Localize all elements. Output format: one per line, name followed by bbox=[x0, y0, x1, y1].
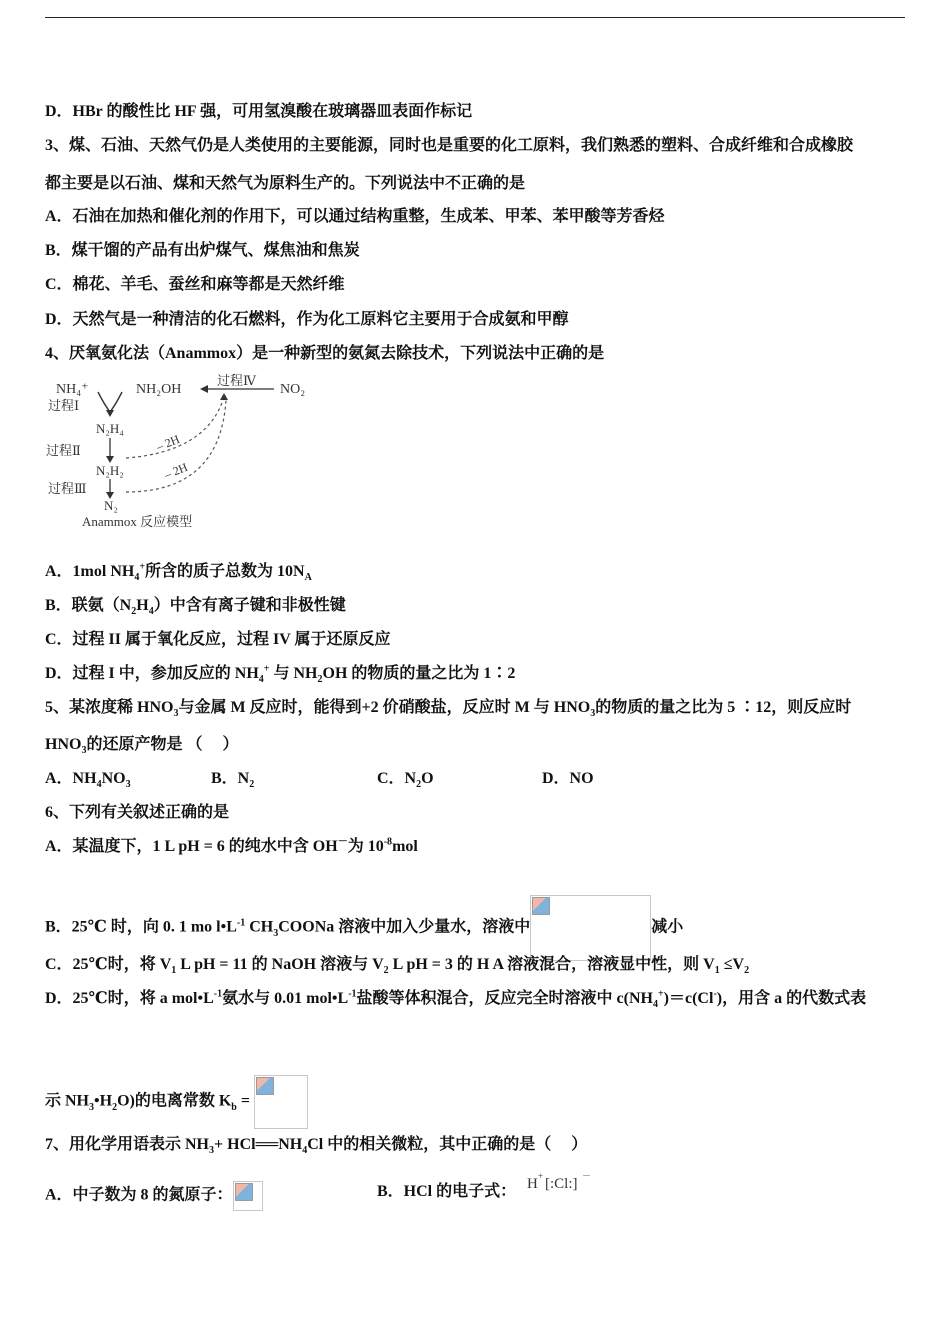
q4-option-a: A．1mol $NH_4^+$所含的质子总数为 $10N_A$ bbox=[45, 561, 312, 584]
diagram-process-1: 过程Ⅰ bbox=[48, 398, 80, 413]
electron-formula-h-charge: + bbox=[538, 1171, 544, 1181]
diagram-process-2: 过程Ⅱ bbox=[46, 443, 81, 458]
diagram-n2h4: N₂H₄ bbox=[96, 421, 124, 436]
broken-image-icon bbox=[235, 1183, 253, 1201]
q3-option-b: B．煤干馏的产品有出炉煤气、煤焦油和焦炭 bbox=[45, 242, 360, 259]
top-rule bbox=[45, 17, 905, 18]
q3-stem-line1: 3、煤、石油、天然气仍是人类使用的主要能源，同时也是重要的化工原料，我们熟悉的塑料、合成纤维和合成橡胶 bbox=[45, 137, 854, 154]
arrowhead-process-2 bbox=[106, 456, 114, 463]
q5-option-a: A．$NH_4NO_3$ bbox=[45, 770, 131, 791]
diagram-minus-2h-1: – 2H bbox=[154, 431, 182, 454]
q2-option-d: D．HBr 的酸性比 HF 强，可用氢溴酸在玻璃器皿表面作标记 bbox=[45, 103, 473, 120]
q3-option-d: D．天然气是一种清洁的化石燃料，作为化工原料它主要用于合成氨和甲醇 bbox=[45, 311, 569, 328]
diagram-nh4: NH₄⁺ bbox=[56, 382, 89, 397]
q3-stem-line2: 都主要是以石油、煤和天然气为原料生产的。下列说法中不正确的是 bbox=[45, 175, 526, 192]
arrowhead-process-1 bbox=[106, 410, 114, 417]
nitrogen-isotope-image-placeholder bbox=[233, 1181, 263, 1211]
q6-option-d-line1: D．25℃时，将 a $mol•L^{-1}$氨水与 0.01 $mol•L^{-1}$盐酸等体积混合，反应完全时溶液中 $c(NH_4^+)=c(Cl^-)$，用含 a 的代数式表 bbox=[45, 988, 867, 1011]
electron-formula-h: H bbox=[527, 1176, 538, 1192]
arrowhead-process-4 bbox=[200, 385, 208, 393]
hcl-electron-formula bbox=[526, 1168, 596, 1198]
broken-image-icon bbox=[256, 1077, 274, 1095]
diagram-no2: NO₂ bbox=[280, 382, 306, 397]
q7-stem: 7、用化学用语表示 $NH_3+$ $HCl══NH_4Cl$ 中的相关微粒，其中正确的是（ ） bbox=[45, 1136, 588, 1157]
q4-option-c: C．过程 II 属于氧化反应，过程 IV 属于还原反应 bbox=[45, 631, 391, 648]
q5-stem-line1: 5、某浓度稀 $HNO_3$与金属 M 反应时，能得到+2 价硝酸盐，反应时 M 与 $HNO_3$的物质的量之比为 5 ∶12，则反应时 bbox=[45, 699, 852, 720]
q6-option-c: C．25℃时，将 $V_1$ L pH = 11 的 NaOH 溶液与 $V_2$ L pH = 3 的 H A 溶液混合，溶液显中性，则 $V_1 \le V_2$ bbox=[45, 956, 750, 977]
anammox-diagram bbox=[40, 370, 330, 535]
kb-formula-image-placeholder bbox=[254, 1075, 308, 1129]
q5-option-d: D．NO bbox=[542, 770, 594, 787]
diagram-process-4: 过程Ⅳ bbox=[217, 373, 256, 388]
q4-option-d: D．过程 I 中，参加反应的 $NH_4^+$ 与 $NH_2OH$ 的物质的量之比为 1∶2 bbox=[45, 663, 516, 686]
arrowhead-to-nh2oh bbox=[220, 393, 228, 400]
q3-option-c: C．棉花、羊毛、蚕丝和麻等都是天然纤维 bbox=[45, 276, 345, 293]
electron-formula-cl: [:Cl:] bbox=[545, 1176, 578, 1192]
q7-option-b: B．HCl 的电子式： bbox=[377, 1183, 517, 1200]
diagram-process-3: 过程Ⅲ bbox=[48, 481, 87, 496]
diagram-nh2oh: NH₂OH bbox=[136, 382, 182, 397]
q5-option-c: C．$N_2O$ bbox=[377, 770, 434, 791]
q3-option-a: A．石油在加热和催化剂的作用下，可以通过结构重整，生成苯、甲苯、苯甲酸等芳香烃 bbox=[45, 208, 665, 225]
q6-option-d-line2: 示 $NH_3•H_2O$)的电离常数 $K_b$ = bbox=[45, 1075, 308, 1129]
diagram-n2h2: N₂H₂ bbox=[96, 463, 124, 478]
q5-stem-line2: $HNO_3$的还原产物是 （ ） bbox=[45, 736, 239, 757]
diagram-n2: N₂ bbox=[104, 498, 118, 513]
electron-formula-cl-charge: － bbox=[582, 1171, 592, 1181]
formula-image-placeholder bbox=[530, 895, 651, 961]
dashed-path-1 bbox=[126, 400, 223, 458]
q4-option-b: B．联氨$(N_2H_4)$中含有离子键和非极性键 bbox=[45, 597, 346, 618]
diagram-minus-2h-2: – 2H bbox=[162, 459, 190, 482]
q7-option-a: A．中子数为 8 的氮原子： bbox=[45, 1181, 263, 1211]
broken-image-icon bbox=[532, 897, 550, 915]
q6-option-a: A．某温度下，1 L pH = 6 的纯水中含 OH－为 $10^{-8}mol$ bbox=[45, 836, 418, 855]
q4-stem: 4、厌氧氨化法（Anammox）是一种新型的氨氮去除技术，下列说法中正确的是 bbox=[45, 345, 605, 362]
diagram-caption: Anammox 反应模型 bbox=[82, 514, 193, 529]
q6-stem: 6、下列有关叙述正确的是 bbox=[45, 804, 230, 821]
arrow-process-1 bbox=[98, 392, 122, 412]
q6-option-b: B．25℃ 时，向 0. 1 mo $l•L^{-1}$ $CH_3COONa$ 溶液中加入少量水，溶液中 减小 bbox=[45, 895, 683, 961]
q5-option-b: B．$N_2$ bbox=[211, 770, 255, 791]
